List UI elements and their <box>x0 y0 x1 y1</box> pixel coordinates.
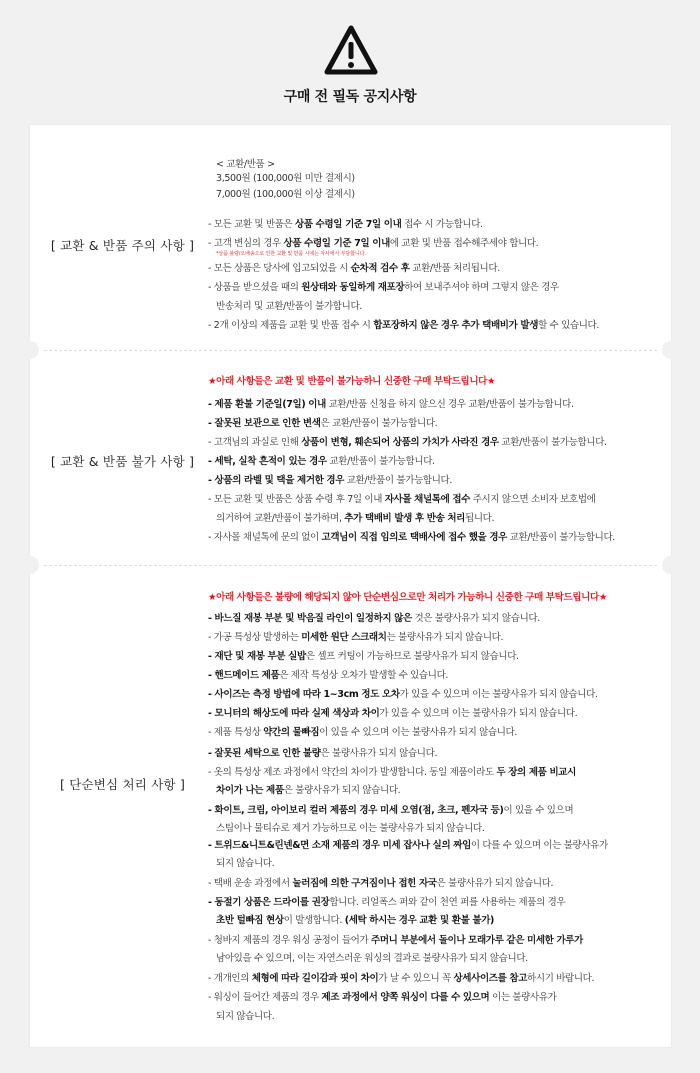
list-item: - 2개 이상의 제품을 교환 및 반품 접수 시 합포장하지 않은 경우 추가 택배비가 발생할 수 있습니다. <box>208 320 600 331</box>
list-item: - 상품의 라벨 및 택을 제거한 경우 교환/반품이 불가능합니다. <box>208 475 453 486</box>
list-item: - 바느질 재봉 부분 및 박음질 라인이 일정하지 않은 것은 불량사유가 되지 않습니다. <box>208 613 540 624</box>
section-label: [ 단순변심 처리 사항 ] <box>59 777 186 792</box>
card-notch <box>21 341 39 359</box>
card-notch <box>662 341 680 359</box>
list-note: *상품 불량/오배송으로 인한 교환 및 반품 시에는 자사에서 부담합니다. <box>216 251 366 257</box>
list-item: - 사이즈는 측정 방법에 따라 1~3cm 정도 오차가 있을 수 있으며 이는 불량사유가 되지 않습니다. <box>208 689 598 700</box>
fee-line: 3,500원 (100,000원 미만 결제시) <box>216 173 355 184</box>
list-item: - 택배 운송 과정에서 눌러짐에 의한 구겨짐이나 접힌 자국은 불량사유가 되지 않습니다. <box>208 878 554 889</box>
list-item: - 화이트, 크림, 아이보리 컬러 제품의 경우 미세 오염(점, 초크, 펜자국 등)이 있을 수 있으며 <box>208 805 574 816</box>
list-item: - 트위드&니트&린넨&면 소재 제품의 경우 미세 잡사나 실의 짜임이 다를 수 있으며 이는 불량사유가 <box>208 840 608 851</box>
list-item-cont: 되지 않습니다. <box>216 1011 275 1022</box>
page-header <box>0 0 700 125</box>
page-title: 구매 전 필독 공지사항 <box>283 89 417 105</box>
list-item-cont: 되지 않습니다. <box>216 858 275 869</box>
list-item-cont: 의거하여 교환/반품이 불가하며, 추가 택배비 발생 후 반송 처리됩니다. <box>216 513 495 524</box>
list-item: - 재단 및 재봉 부분 실밥은 셀프 커팅이 가능하므로 불량사유가 되지 않습니다. <box>208 651 519 662</box>
card-notch <box>662 556 680 574</box>
section-divider <box>44 350 657 351</box>
list-item: - 잘못된 세탁으로 인한 불량은 불량사유가 되지 않습니다. <box>208 748 438 759</box>
list-item: - 상품을 받으셨을 때의 원상태와 동일하게 재포장하여 보내주셔야 하며 그렇지 않은 경우 <box>208 282 559 293</box>
list-item-cont: 초반 털빠짐 현상이 발생합니다. (세탁 하시는 경우 교환 및 환불 불가) <box>216 915 495 926</box>
list-item-cont: 반송처리 및 교환/반품이 불가합니다. <box>216 301 362 312</box>
card-notch <box>21 556 39 574</box>
warning-icon <box>324 24 378 78</box>
list-item-cont: 차이가 나는 제품은 불량사유가 되지 않습니다. <box>216 785 401 796</box>
list-item: - 제품 특성상 약간의 물빠짐이 있을 수 있으며 이는 불량사유가 되지 않습니다. <box>208 727 518 738</box>
notice-line: ★아래 사항들은 교환 및 반품이 불가능하니 신중한 구매 부탁드립니다★ <box>208 376 496 387</box>
list-item: - 핸드메이드 제품은 제작 특성상 오차가 발생할 수 있습니다. <box>208 670 449 681</box>
list-item: - 모든 상품은 당사에 입고되었을 시 순차적 검수 후 교환/반품 처리됩니다. <box>208 263 500 274</box>
list-item: - 워싱이 들어간 제품의 경우 제조 과정에서 양쪽 워싱이 다를 수 있으며 이는 불량사유가 <box>208 992 557 1003</box>
list-item: - 모든 교환 및 반품은 상품 수령일 기준 7일 이내 접수 시 가능합니다. <box>208 219 483 230</box>
notice-line: ★아래 사항들은 불량에 해당되지 않아 단순변심으로만 처리가 가능하니 신중한 구매 부탁드립니다★ <box>208 592 607 603</box>
notice-card <box>30 125 671 1047</box>
list-item-cont: 스팀이나 물티슈로 제거 가능하므로 이는 불량사유가 되지 않습니다. <box>216 823 485 834</box>
list-item: - 고객님의 과실로 인해 상품이 변형, 훼손되어 상품의 가치가 사라진 경우 교환/반품이 불가능합니다. <box>208 437 607 448</box>
list-item: - 동절기 상품은 드라이를 권장합니다. 리얼폭스 퍼와 같이 천연 퍼를 사용하는 제품의 경우 <box>208 897 566 908</box>
list-item-cont: 남아있을 수 있으며, 이는 자연스러운 워싱의 결과로 불량사유가 되지 않습니다. <box>216 953 528 964</box>
list-item: - 청바지 제품의 경우 워싱 공정이 들어가 주머니 부분에서 돌이나 모래가루 같은 미세한 가루가 <box>208 935 583 946</box>
list-item: - 고객 변심의 경우 상품 수령일 기준 7일 이내에 교환 및 반품 접수해주세야 합니다. <box>208 238 539 249</box>
list-item: - 가공 특성상 발생하는 미세한 원단 스크래치는 불량사유가 되지 않습니다. <box>208 632 504 643</box>
section-divider <box>44 565 657 566</box>
list-item: - 자사몰 채널톡에 문의 없이 고객님이 직접 임의로 택배사에 접수 했을 경우 교환/반품이 불가능합니다. <box>208 532 615 543</box>
list-item: - 개개인의 체형에 따라 길이감과 핏이 차이가 날 수 있으니 꼭 상세사이즈를 참고하시기 바랍니다. <box>208 973 595 984</box>
list-item: - 모든 교환 및 반품은 상품 수령 후 7일 이내 자사몰 채널톡에 접수 주시지 않으면 소비자 보호법에 <box>208 494 596 505</box>
fee-title: < 교환/반품 > <box>216 159 275 170</box>
section-label: [ 교환 & 반품 주의 사항 ] <box>50 238 195 253</box>
fee-line: 7,000원 (100,000원 이상 결제시) <box>216 189 355 200</box>
list-item: - 제품 환불 기준일(7일) 이내 교환/반품 신청을 하지 않으신 경우 교환/반품이 불가능합니다. <box>208 399 574 410</box>
list-item: - 모니터의 해상도에 따라 실제 색상과 차이가 있을 수 있으며 이는 불량사유가 되지 않습니다. <box>208 708 578 719</box>
list-item: - 세탁, 실착 흔적이 있는 경우 교환/반품이 불가능합니다. <box>208 456 435 467</box>
section-label: [ 교환 & 반품 불가 사항 ] <box>50 454 195 469</box>
list-item: - 잘못된 보관으로 인한 변색은 교환/반품이 불가능합니다. <box>208 418 438 429</box>
list-item: - 옷의 특성상 제조 과정에서 약간의 차이가 발생합니다. 동일 제품이라도 두 장의 제품 비교시 <box>208 767 576 778</box>
